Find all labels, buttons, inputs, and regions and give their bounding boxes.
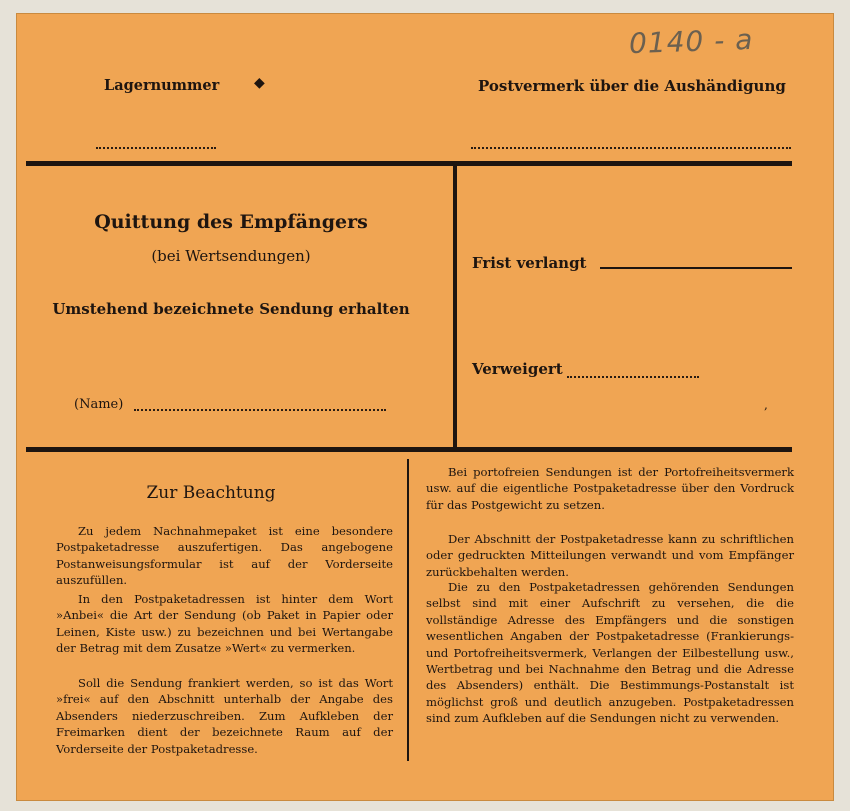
receipt-divider <box>453 163 457 450</box>
receipt-statement: Umstehend bezeichnete Sendung erhalten <box>52 300 410 318</box>
parcel-card-back <box>16 13 834 801</box>
frist-line <box>600 267 792 269</box>
name-dotline <box>134 409 386 411</box>
pencil-note: 0140 - a <box>628 22 754 61</box>
note-paragraph: Soll die Sendung frankiert werden, so ist das Wort »frei« auf den Abschnitt unterhalb der Angabe des Absenders niederzuschreiben. Zum Aufkleben der Freimarken dient der bezeichnete Raum auf der Vorderseite der Postpaketadresse. <box>56 676 393 756</box>
lagernummer-dotline <box>96 147 216 149</box>
notes-heading: Zur Beachtung <box>146 483 276 503</box>
receipt-title: Quittung des Empfängers <box>94 211 368 233</box>
note-paragraph: Bei portofreien Sendungen ist der Portofreiheitsvermerk usw. auf die eigentliche Postpaketadresse über den Vordruck für das Postgewicht zu setzen. <box>426 465 794 512</box>
note-paragraph: Die zu den Postpaketadressen gehörenden Sendungen selbst sind mit einer Aufschrift zu versehen, die die vollständige Adresse des Empfängers und die sonstigen wesentlichen Angaben der Postpaketadresse (Frankierungs- und Portofreiheitsvermerk, Verlangen der Eilbestellung usw., Wertbetrag und bei Nachnahme den Betrag und die Adresse des Absenders) enthält. Die Bestimmungs-Postanstalt ist möglichst groß und deutlich anzugeben. Postpaketadressen sind zum Aufkleben auf die Sendungen nicht zu verwenden. <box>426 580 794 726</box>
postvermerk-dotline <box>471 147 791 149</box>
lagernummer-label: Lagernummer <box>104 77 220 94</box>
verweigert-label: Verweigert <box>472 360 563 378</box>
bullet-mark: ◆ <box>254 75 265 91</box>
verweigert-dotline <box>567 376 699 378</box>
note-paragraph: Der Abschnitt der Postpaketadresse kann zu schriftlichen oder gedruckten Mitteilungen verwandt und vom Empfänger zurückbehalten werden. <box>426 532 794 579</box>
postvermerk-label: Postvermerk über die Aushändigung <box>478 77 786 95</box>
tick-mark: , <box>764 398 768 412</box>
top-heavy-rule <box>26 161 792 166</box>
notes-divider <box>407 459 409 761</box>
receipt-subtitle: (bei Wertsendungen) <box>151 247 311 265</box>
note-paragraph: Zu jedem Nachnahmepaket ist eine besondere Postpaketadresse auszufertigen. Das angebogene Postanweisungsformular ist auf der Vorderseite auszufüllen. <box>56 524 393 588</box>
name-label: (Name) <box>74 397 124 412</box>
note-paragraph: In den Postpaketadressen ist hinter dem Wort »Anbei« die Art der Sendung (ob Paket in Papier oder Leinen, Kiste usw.) zu bezeichnen und bei Wertangabe der Betrag mit dem Zusatze »Wert« zu vermerken. <box>56 592 393 656</box>
middle-heavy-rule <box>26 447 792 452</box>
frist-label: Frist verlangt <box>472 254 587 272</box>
